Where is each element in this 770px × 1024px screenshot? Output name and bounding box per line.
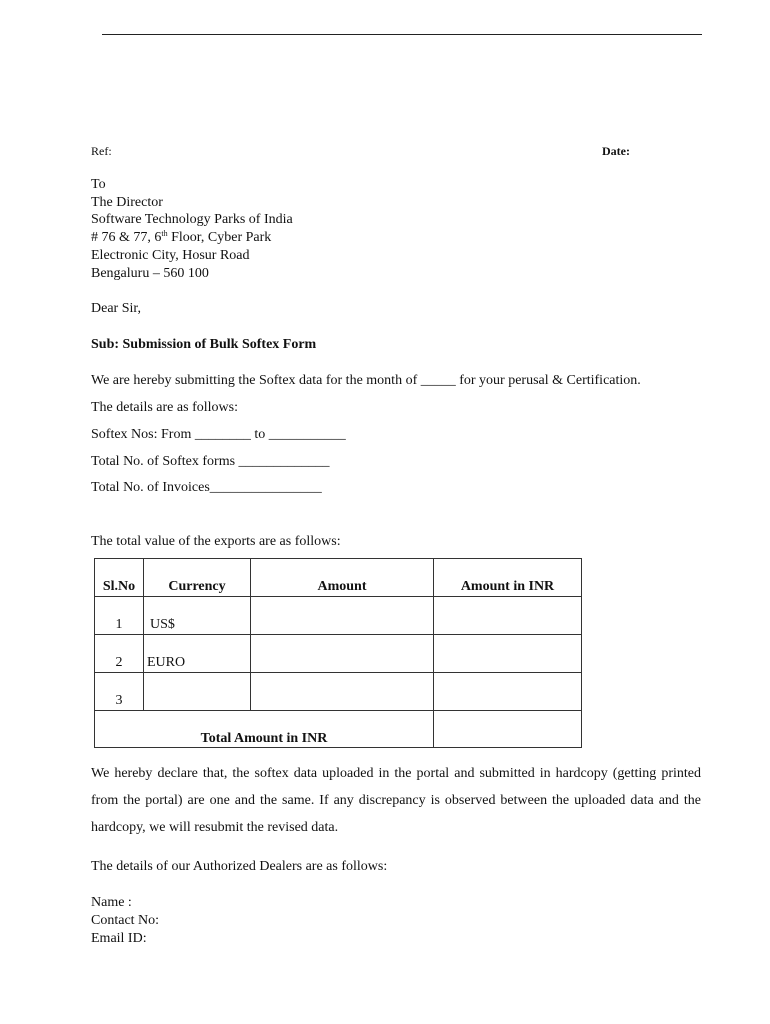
currency-cell (144, 673, 251, 711)
intro-paragraph: We are hereby submitting the Softex data for the month of _____ for your perusal & Certification. (91, 373, 641, 388)
ref-label: Ref: (91, 144, 112, 158)
table-row (95, 673, 582, 711)
details-intro: The details are as follows: (91, 400, 238, 415)
total-forms-field: Total No. of Softex forms _____________ (91, 454, 330, 469)
col-header-amount-inr: Amount in INR (434, 559, 582, 597)
amount-inr-cell (434, 635, 582, 673)
date-label: Date: (602, 144, 630, 158)
currency-cell: EURO (144, 635, 251, 673)
amount-cell (251, 635, 434, 673)
amount-cell (251, 597, 434, 635)
header-rule (102, 34, 702, 35)
softex-nos-field: Softex Nos: From ________ to ___________ (91, 427, 346, 442)
amount-inr-cell (434, 673, 582, 711)
address-line-4: Electronic City, Hosur Road (91, 248, 250, 263)
exports-intro: The total value of the exports are as follows: (91, 534, 341, 549)
total-amount-cell (434, 711, 582, 748)
slno-cell: 1 (95, 597, 144, 635)
amount-inr-cell (434, 597, 582, 635)
table-row (95, 635, 582, 673)
subject-line: Sub: Submission of Bulk Softex Form (91, 337, 317, 352)
total-amount-label: Total Amount in INR (95, 711, 434, 748)
address-line-1: The Director (91, 195, 163, 210)
address-line-2: Software Technology Parks of India (91, 212, 293, 227)
total-invoices-field: Total No. of Invoices________________ (91, 480, 322, 495)
currency-cell: US$ (144, 597, 251, 635)
table-row (95, 597, 582, 635)
dealers-intro: The details of our Authorized Dealers are as follows: (91, 859, 388, 874)
declaration-paragraph: We hereby declare that, the softex data uploaded in the portal and submitted in hardcopy (getting printed from the portal) are one and the same. If any discrepancy is observed between the uploaded data and the hardcopy, we will resubmit the revised data. (91, 766, 701, 835)
col-header-currency: Currency (144, 559, 251, 597)
table-total-row (95, 711, 582, 748)
address-line-5: Bengaluru – 560 100 (91, 266, 209, 281)
col-header-slno: Sl.No (95, 559, 144, 597)
address-line-3: # 76 & 77, 6th Floor, Cyber Park (91, 229, 272, 245)
slno-cell: 2 (95, 635, 144, 673)
salutation: Dear Sir, (91, 301, 141, 316)
address-to: To (91, 177, 106, 192)
dealer-contact-field: Contact No: (91, 913, 160, 928)
slno-cell: 3 (95, 673, 144, 711)
amount-cell (251, 673, 434, 711)
dealer-name-field: Name : (91, 895, 132, 910)
dealer-email-field: Email ID: (91, 931, 147, 946)
table-header-row (95, 559, 582, 597)
exports-table (94, 558, 582, 748)
col-header-amount: Amount (251, 559, 434, 597)
